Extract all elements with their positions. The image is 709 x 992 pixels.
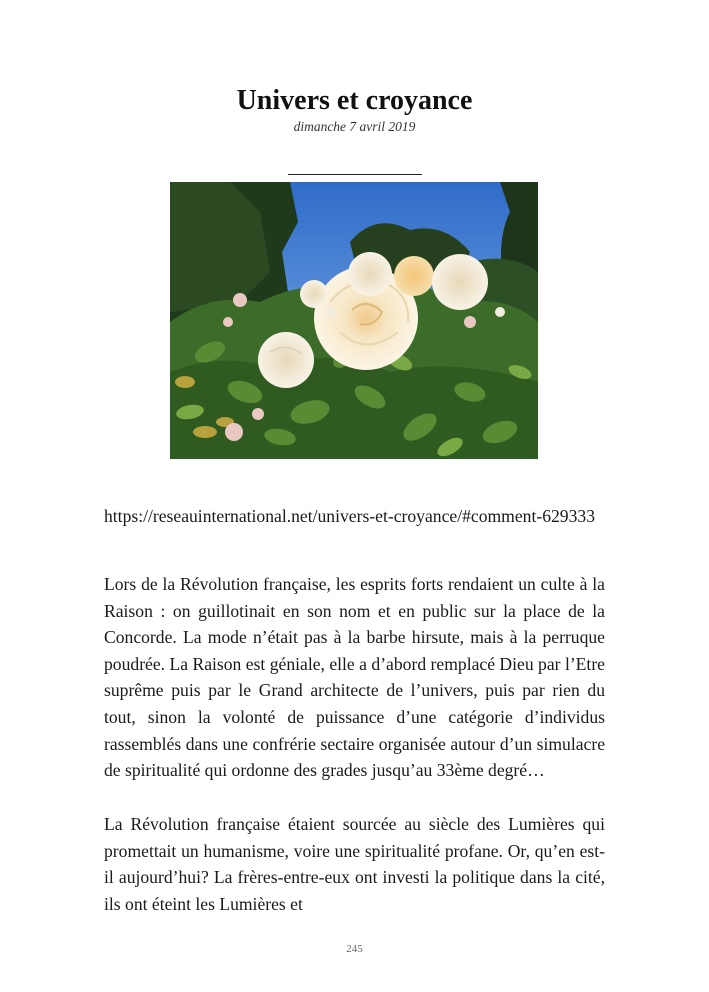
article-title: Univers et croyance	[236, 85, 473, 116]
paragraph-text: Lors de la Révolution française, les esprits forts rendaient un culte à la Raison : on guillotinait en son nom et en public sur la place de la Concorde. La mode n’était pas à la barbe hirsute, mais à la perruque poudrée. La Raison est géniale, elle a d’abord remplacé Dieu par l’Etre suprême puis par le Grand architecte de l’univers, puis par rien du tout, sinon la volonté de puissance d’une catégorie d’individus rassemblés dans une confrérie sectaire organisée autour d’un simulacre de spiritualité qui ordonne des grades jusqu’au 33ème degré…	[104, 574, 605, 781]
rose-photo	[170, 182, 538, 459]
page-number: 245	[346, 943, 363, 955]
paragraph-2	[104, 811, 605, 917]
title-divider	[288, 174, 422, 175]
article-date: dimanche 7 avril 2019	[293, 119, 416, 134]
rose-bush-icon	[170, 182, 538, 459]
source-url[interactable]: https://reseauinternational.net/univers-et-croyance/#comment-629333	[104, 506, 595, 526]
paragraph-1	[104, 571, 605, 784]
paragraph-text: La Révolution française étaient sourcée au siècle des Lumières qui promettait un humanisme, voire une spiritualité profane. Or, qu’en est-il aujourd’hui? La frères-entre-eux ont investi la politique dans la cité, ils ont éteint les Lumières et	[104, 814, 605, 914]
